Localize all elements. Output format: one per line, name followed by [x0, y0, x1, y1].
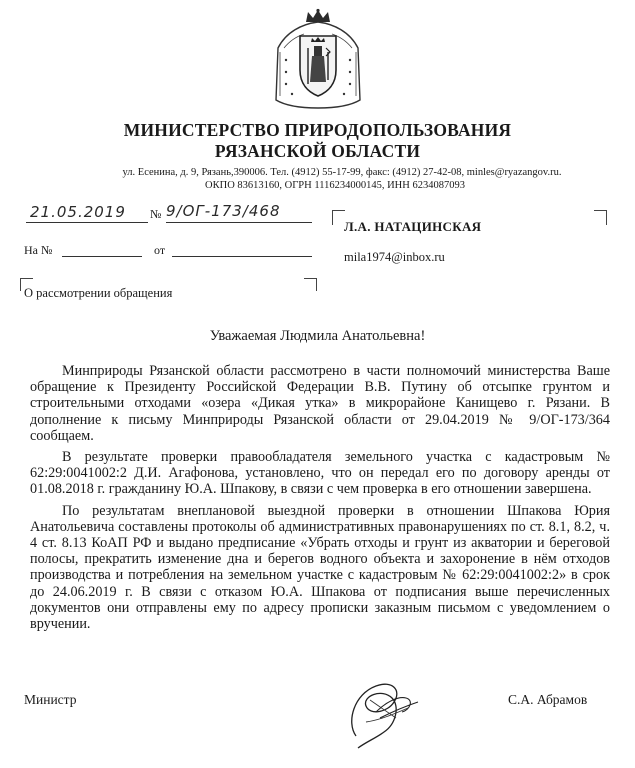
subject-bracket-right	[304, 278, 317, 291]
ref-underline	[62, 256, 142, 257]
date-underline	[26, 222, 148, 223]
coat-of-arms-icon	[272, 8, 364, 112]
from-label: от	[154, 243, 166, 257]
letter-subject: О рассмотрении обращения	[24, 286, 173, 300]
ministry-name-line1: МИНИСТЕРСТВО ПРИРОДОПОЛЬЗОВАНИЯ	[123, 120, 512, 140]
body-paragraph: Минприроды Рязанской области рассмотрено в части полномочий министерства Ваше обращение к Президенту Российской Федерации В.В. Путину об отсыпке грунтом и строительными отходами «озера «Дикая утка» в микрорайоне Канищево г. Рязани. В дополнение к письму Минприроды Рязанской области от 29.04.2019 № 9/ОГ-173/364 сообщаем.	[30, 363, 610, 444]
ministry-requisites: ОКПО 83613160, ОГРН 1116234000145, ИНН 6234087093	[205, 180, 465, 191]
number-underline	[166, 222, 312, 223]
letter-date: 21.05.2019	[30, 203, 126, 221]
body-paragraph: В результате проверки правообладателя земельного участка с кадастровым № 62:29:0041002:2 Д.И. Агафонова, установлено, что он передал его по договору аренды от 01.08.2018 г. гражданину Ю.А. Шпакову, в связи с чем проверка в его отношении завершена.	[30, 449, 610, 498]
number-sign: №	[150, 207, 162, 221]
signer-title: Министр	[24, 692, 77, 707]
ministry-address: ул. Есенина, д. 9, Рязань,390006. Тел. (4912) 55-17-99, факс: (4912) 27-42-08, minles@ryazangov.ru.	[122, 167, 562, 178]
recipient-bracket-right	[594, 210, 607, 225]
letter-body	[30, 363, 610, 632]
body-paragraph: По результатам внеплановой выездной проверки в отношении Шпакова Юрия Анатольевича составлены протоколы об административных правонарушениях по ст. 8.1, 8.2, ч. 4 ст. 8.13 КоАП РФ и выдано предписание «Убрать отходы и грунт из акватории и береговой полосы, прекратить изменение дна и берегов водного объекта и захоронение в нём отходов производства и потребления на земельном участке с кадастровым № 62:29:0041002:2» в срок до 24.06.2019 г. В связи с отказом Ю.А. Шпакова от подписания выше перечисленных документов они отправлены ему по адресу прописки заказным письмом с уведомлением о вручении.	[30, 502, 610, 633]
ref-label: На №	[24, 243, 53, 257]
recipient-name: Л.А. НАТАЦИНСКАЯ	[344, 219, 482, 234]
handwritten-signature-icon	[336, 672, 426, 752]
greeting: Уважаемая Людмила Анатольевна!	[209, 328, 426, 344]
recipient-email: mila1974@inbox.ru	[344, 250, 445, 264]
signer-name: С.А. Абрамов	[508, 692, 588, 707]
ministry-name-line2: РЯЗАНСКОЙ ОБЛАСТИ	[214, 141, 421, 161]
from-underline	[172, 256, 312, 257]
letter-number: 9/ОГ-173/468	[166, 202, 281, 220]
